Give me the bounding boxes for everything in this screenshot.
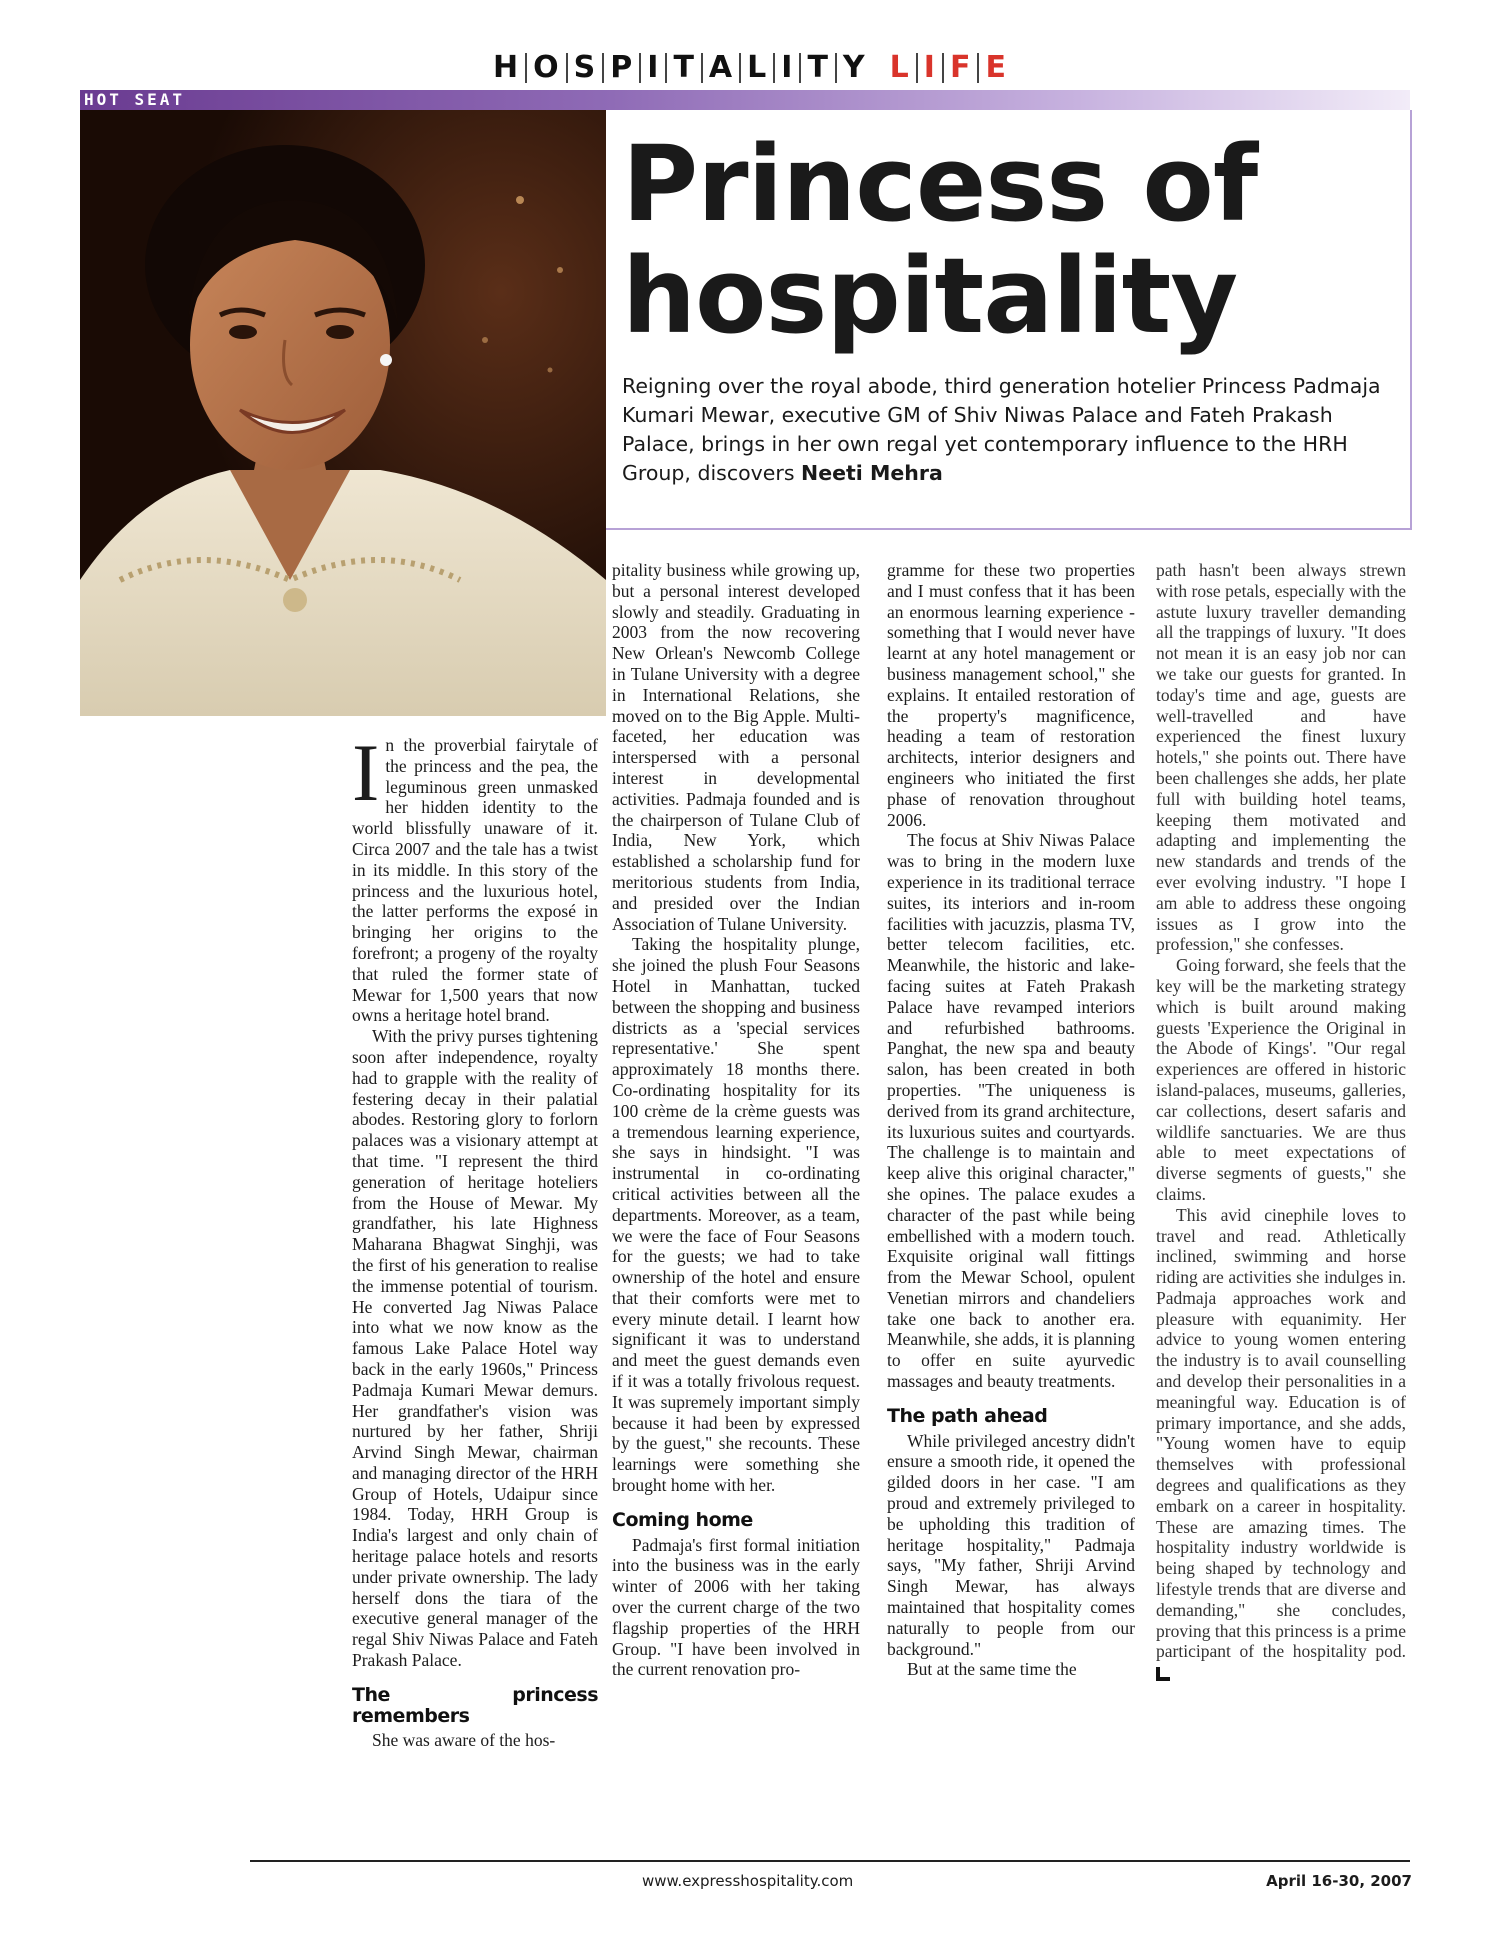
article-paragraph: But at the same time the [907,1659,1077,1680]
headline [622,123,1402,357]
masthead-letter: P [604,53,641,83]
subhead-coming-home: Coming home [612,1508,753,1531]
drop-cap: I [352,727,380,818]
footer-date: April 16-30, 2007 [1266,1872,1412,1890]
portrait-illustration [80,110,606,716]
masthead [0,50,1500,85]
masthead-letter: S [568,53,605,83]
subhead-path-ahead: The path ahead [887,1404,1048,1427]
article-paragraph: While privileged ancestry didn't ensure a smooth ride, it opened the gilded doors in her case. "I am proud and extremely privileged to be upholding this tradition of heritage hospitality," Padmaja says, "My father, Shriji Arvind Singh Mewar, has always maintained that hospitality comes naturally to people from our background." [887,1430,1135,1659]
article-paragraph [1156,1205,1406,1683]
masthead-letter-red: I [918,53,944,83]
masthead-letter: Y [842,50,866,85]
paragraph-text: n the proverbial fairytale of the princess and the pea, the leguminous green unmasked her hidden identity to the world blissfully unaware of it. Circa 2007 and the tale has a twist in its middle. In this story of the princess and the luxurious hotel, the latter performs the exposé in bringing her origins to the forefront; a progeny of the royalty that ruled the former state of Mewar for 1,500 years that now owns a heritage hotel brand. [352,735,598,1026]
article-paragraph: Taking the hospitality plunge, she joined the plush Four Seasons Hotel in Manhattan, tucked between the shopping and business districts as a 'special services representative.' She spent approximately 18 months there. Co-ordinating hospitality for its 100 crème de la crème guests was a tremendous learning experience, she says in hindsight. "I was instrumental in co-ordinating critical activities between all the departments. Moreover, as a team, we were the face of Four Seasons for the guests; we had to take ownership of the hotel and ensure that their comforts were met to every minute detail. I learnt how significant it was to understand and meet the guest demands even if it was a totally frivolous request. It was supremely important simply because it had been by expressed by the guest," she recounts. These learnings were something she brought home with her. [612,934,860,1496]
masthead-letter: L [741,53,775,83]
article-paragraph: Going forward, she feels that the key will be the marketing strategy which is built around making guests 'Experience the Original in the Abode of Kings'. "Our regal experiences are offered in historic island-palaces, museums, galleries, car collections, desert safaris and wildlife sanctuaries. We are thus able to meet expectations of diverse segments of guests," she claims. [1156,955,1406,1204]
deck-standfirst [622,372,1382,488]
end-mark-icon [1156,1667,1170,1681]
masthead-letter-red: L [884,53,918,83]
masthead-letter: A [703,53,741,83]
portrait-photo [80,110,606,716]
article-column-1 [352,727,598,1751]
byline-author: Neeti Mehra [801,461,943,485]
article-column-3 [887,560,1135,1680]
article-paragraph: The focus at Shiv Niwas Palace was to bring in the modern luxe experience in its traditional terrace suites, its interiors and in-room facilities with jacuzzis, plasma TV, better telecom facilities, etc. Meanwhile, the historic and lake-facing suites at Fateh Prakash Palace have revamped interiors and refurbished bathrooms. Panghat, the new spa and beauty salon, has been created in both properties. "The uniqueness is derived from its grand architecture, its luxurious suites and courtyards. The challenge is to maintain and keep alive this original character," she opines. The palace exudes a character of the past while being embellished with a modern touch. Exquisite original wall fittings from the Mewar School, opulent Venetian mirrors and chandeliers take one back to another era. Meanwhile, she adds, it is planning to offer en suite ayurvedic massages and beauty treatments. [887,830,1135,1392]
deck-text: Reigning over the royal abode, third generation hotelier Princess Padmaja Kumari Mewar, executive GM of Shiv Niwas Palace and Fateh Prakash Palace, brings in her own regal yet contemporary influence to the HRH Group, discovers [622,374,1381,485]
subhead-princess-remembers: The princess remembers [352,1683,598,1727]
article-column-4 [1156,560,1406,1683]
footer-rule [250,1860,1410,1862]
article-paragraph: She was aware of the hos- [372,1730,556,1751]
article-paragraph: Padmaja's first formal initiation into the business was in the early winter of 2006 with her taking over the current charge of the two flagship properties of the HRH Group. "I have been involved in the current renovation pro- [612,1534,860,1680]
article-paragraph: pitality business while growing up, but a personal interest developed slowly and steadily. Graduating in 2003 from the now recovering New Orlean's Newcomb College in Tulane University with a degree in International Relations, she moved on to the Big Apple. Multi-faceted, her education was interspersed with a personal interest in developmental activities. Padmaja founded and is the chairperson of Tulane Club of India, New York, which established a scholarship fund for meritorious students from India, and presided over the Indian Association of Tulane University. [612,560,860,934]
headline-line-1: Princess of [622,123,1258,245]
masthead-letter-red: F [944,53,980,83]
footer-url: www.expresshospitality.com [642,1872,854,1890]
masthead-letter: H [487,53,527,83]
article-paragraph: With the privy purses tightening soon after independence, royalty had to grapple with the reality of festering decay in their palatial abodes. Restoring glory to forlorn palaces was a visionary attempt at that time. "I represent the third generation of heritage hoteliers from the House of Mewar. My grandfather, his late Highness Maharana Bhagwat Singhji, was the first of his generation to realise the immense potential of tourism. He converted Jag Niwas Palace into what we now know as the famous Lake Palace Hotel way back in the early 1960s," Princess Padmaja Kumari Mewar demurs. Her grandfather's vision was nurtured by her father, Shriji Arvind Singh Mewar, chairman and managing director of the HRH Group of Hotels, Udaipur since 1984. Today, HRH Group is India's largest and only chain of heritage palace hotels and resorts under private ownership. The lady herself dons the tiara of the executive general manager of the regal Shiv Niwas Palace and Fateh Prakash Palace. [352,1026,598,1671]
masthead-letter: T [667,53,702,83]
masthead-letter: I [641,53,667,83]
article-paragraph: path hasn't been always strewn with rose petals, especially with the astute luxury traveller demanding all the trappings of luxury. "It does not mean it is an easy job nor can we take our guests for granted. In today's time and age, guests are well-travelled and have experienced the finest luxury hotels," she points out. There have been challenges she adds, her plate full with building hotel teams, keeping them motivated and adapting and implementing the new standards and trends of the ever evolving industry. "I hope I am able to address these ongoing issues as I grow into the profession," she confesses. [1156,560,1406,955]
section-tag: HOT SEAT [84,90,186,109]
masthead-letter: I [775,53,801,83]
article-column-2 [612,560,860,1680]
article-paragraph: gramme for these two properties and I must confess that it has been an enormous learning experience - something that I would never have learnt at any hotel management or business management school," she explains. It entailed restoration of the property's magnificence, heading a team of restoration architects, interior designers and engineers who initiated the first phase of renovation throughout 2006. [887,560,1135,830]
section-bar [80,90,1410,110]
masthead-letter: T [801,53,836,83]
headline-line-2: hospitality [622,235,1238,357]
masthead-letter-red: E [985,50,1007,85]
masthead-letter: O [527,53,568,83]
article-paragraph [352,727,598,1026]
paragraph-text: This avid cinephile loves to travel and read. Athletically inclined, swimming and horse riding are activities she indulges in. Padmaja approaches work and pleasure with equanimity. Her advice to young women entering the industry is to avail counselling and develop their personalities in a meaningful way. Education is of primary importance, and she adds, "Young women have to equip themselves with professional degrees and qualifications as they embark on a career in hospitality. These are amazing times. The hospitality industry worldwide is being shaped by technology and lifestyle trends that are diverse and demanding," she concludes, proving that this princess is a prime participant of the hospitality pod. [1156,1204,1406,1662]
